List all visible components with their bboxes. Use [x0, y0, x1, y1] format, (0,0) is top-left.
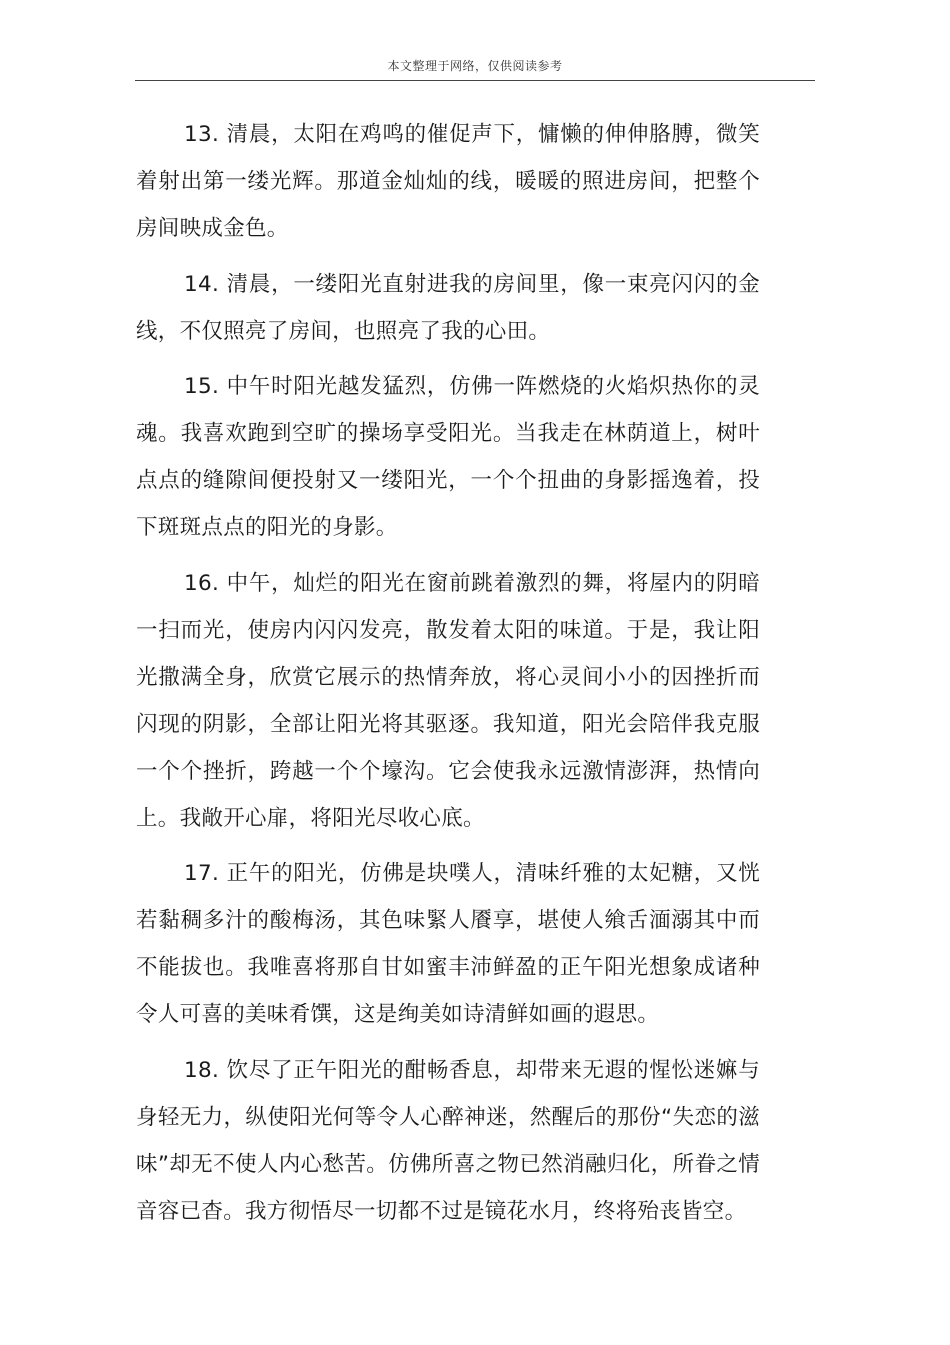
paragraph-18: 18. 饮尽了正午阳光的酣畅香息，却带来无遐的惺忪迷嫲与身轻无力，纵使阳光何等令人心醉神迷，然醒后的那份“失恋的滋味”却无不使人内心愁苦。仿佛所喜之物已然消融归化，所眷之情音容已杳。我方彻悟尽一切都不过是镜花水月，终将殆丧皆空。	[136, 1057, 760, 1224]
paragraph-16: 16. 中午，灿烂的阳光在窗前跳着激烈的舞，将屋内的阴暗一扫而光，使房内闪闪发亮，散发着太阳的味道。于是，我让阳光撒满全身，欣赏它展示的热情奔放，将心灵间小小的因挫折而闪现的阴影，全部让阳光将其驱逐。我知道，阳光会陪伴我克服一个个挫折，跨越一个个壕沟。它会使我永远激情澎湃，热情向上。我敞开心扉，将阳光尽收心底。	[136, 570, 760, 831]
paragraph-14: 14. 清晨，一缕阳光直射进我的房间里，像一束亮闪闪的金线，不仅照亮了房间，也照亮了我的心田。	[136, 271, 760, 344]
document-body	[136, 111, 760, 1243]
paragraph-13: 13. 清晨，太阳在鸡鸣的催促声下，慵懒的伸伸胳膊，微笑着射出第一缕光辉。那道金灿灿的线，暖暖的照进房间，把整个房间映成金色。	[136, 122, 760, 241]
page-header: 本文整理于网络，仅供阅读参考	[387, 59, 563, 73]
header-divider	[135, 80, 815, 81]
paragraph-17: 17. 正午的阳光，仿佛是块噗人，清味纤雅的太妃糖，又恍若黏稠多汁的酸梅汤，其色味緊人餍享，堪使人飨舌湎溺其中而不能拔也。我唯喜将那自甘如蜜丰沛鲜盈的正午阳光想象成诸种令人可喜的美味肴馔，这是绚美如诗清鲜如画的遐思。	[136, 861, 760, 1027]
paragraph-15: 15. 中午时阳光越发猛烈，仿佛一阵燃烧的火焰炽热你的灵魂。我喜欢跑到空旷的操场享受阳光。当我走在林荫道上，树叶点点的缝隙间便投射又一缕阳光，一个个扭曲的身影摇逸着，投下斑斑点点的阳光的身影。	[136, 374, 760, 540]
